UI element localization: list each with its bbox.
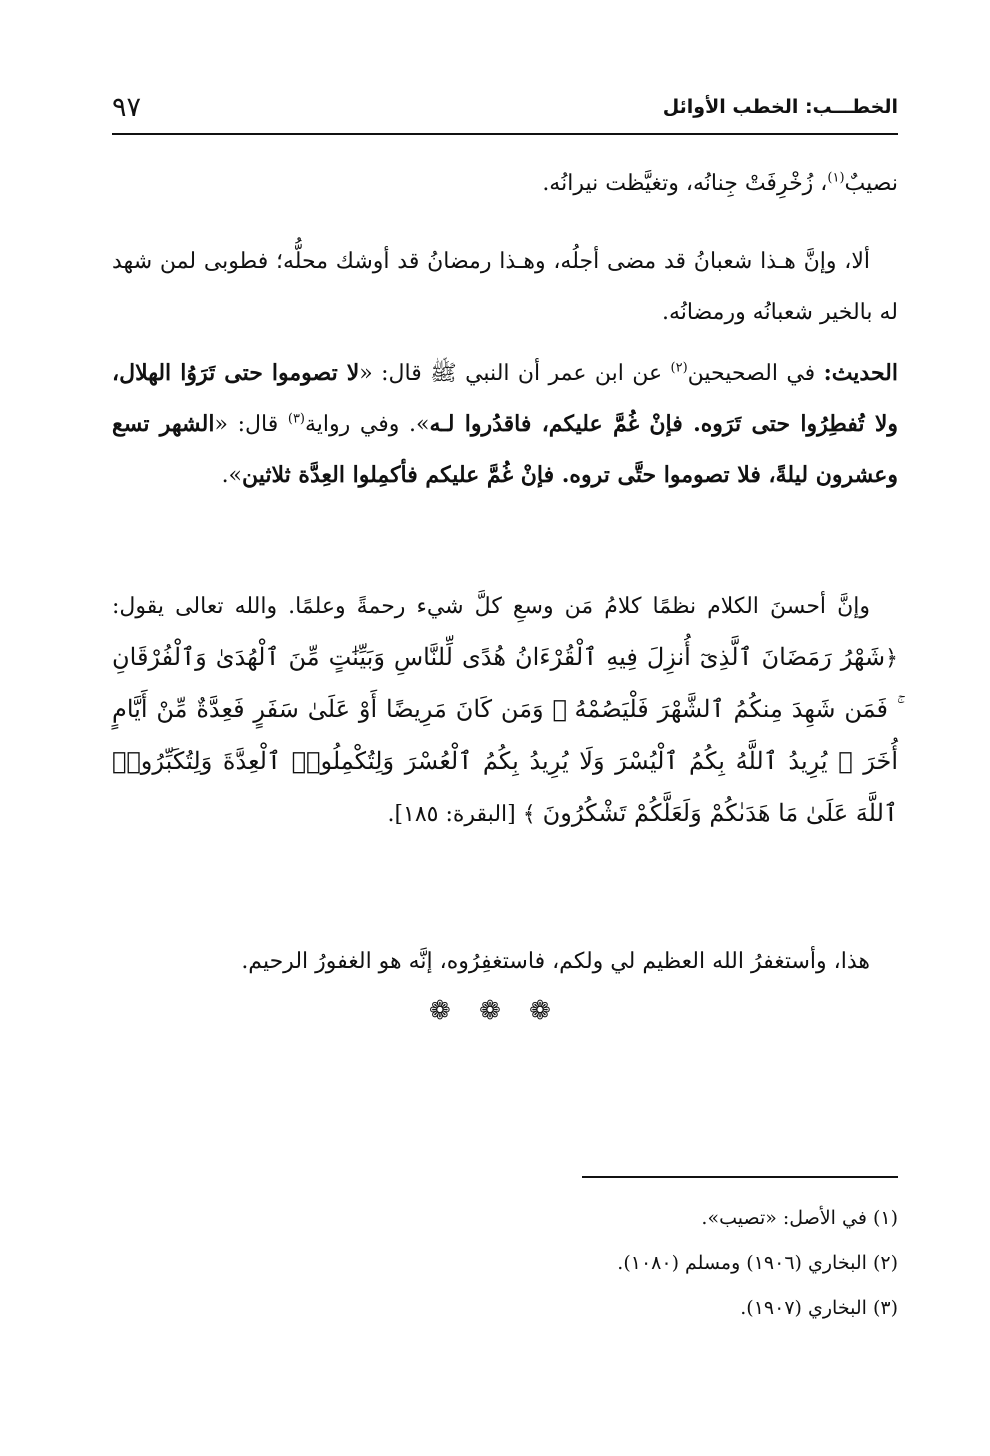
p2-text: ألا، وإنَّ هـذا شعبانُ قد مضى أجلُه، وهـذا رمضانُ قد أوشك محلُّه؛ فطوبى لمن شهد له بالخير شعبانُه ورمضانُه. <box>112 249 898 325</box>
header-divider <box>112 133 898 135</box>
hadith-text-5: ». <box>221 463 243 488</box>
footnote-2: (٢) البخاري (١٩٠٦) ومسلم (١٠٨٠). <box>617 1252 898 1274</box>
hadith-text-2: عن ابن عمر أن النبي ﷺ قال: « <box>359 361 671 386</box>
hadith-text-1: في الصحيحين <box>687 361 824 386</box>
hadith-text-3: ». وفي رواية <box>305 412 430 437</box>
page-number: ٩٧ <box>112 92 142 123</box>
paragraph-quran <box>112 581 898 840</box>
paragraph-hadith <box>112 348 898 501</box>
paragraph-closing <box>112 936 898 987</box>
paragraph-2 <box>112 236 898 338</box>
p1-text-start: نصيبٌ <box>844 171 898 196</box>
running-header <box>112 92 898 132</box>
footnote-divider <box>582 1176 898 1178</box>
footnote-ref-3: (٣) <box>287 411 305 427</box>
hadith-quote-2: الشهر تسع وعشرون ليلةً، فلا تصوموا حتَّى تروه. فإنْ غُمَّ عليكم فأكمِلوا العِدَّة ثلاثين <box>112 411 898 488</box>
footnotes <box>112 1196 898 1331</box>
footnote-1: (١) في الأصل: «تصيب». <box>701 1207 898 1229</box>
quran-verse: شَهْرُ رَمَضَانَ ٱلَّذِىٓ أُنزِلَ فِيهِ ٱلْقُرْءَانُ هُدًى لِّلنَّاسِ وَبَيِّنَٰتٍ مِّنَ ٱلْهُدَىٰ وَٱلْفُرْقَانِ ۚ فَمَن شَهِدَ مِنكُمُ ٱلشَّهْرَ فَلْيَصُمْهُ ۖ وَمَن كَانَ مَرِيضًا أَوْ عَلَىٰ سَفَرٍ فَعِدَّةٌ مِّنْ أَيَّامٍ أُخَرَ ۗ يُرِيدُ ٱللَّهُ بِكُمُ ٱلْيُسْرَ وَلَا يُرِيدُ بِكُمُ ٱلْعُسْرَ وَلِتُكْمِلُوا۟ ٱلْعِدَّةَ وَلِتُكَبِّرُوا۟ ٱللَّهَ عَلَىٰ مَا هَدَىٰكُمْ وَلَعَلَّكُمْ تَشْكُرُونَ <box>112 643 898 827</box>
footnote-ref-2: (٢) <box>670 360 688 376</box>
hadith-label: الحديث: <box>823 360 898 386</box>
quran-citation: ﴾ [البقرة: ١٨٥]. <box>387 802 543 827</box>
header-title: الخطـــب: الخطب الأوائل <box>662 96 898 118</box>
paragraph-1 <box>112 158 898 209</box>
footnote-3: (٣) البخاري (١٩٠٧). <box>740 1297 898 1319</box>
hadith-quote-1: لا تصوموا حتى تَرَوُا الهلال، ولا تُفطِرُوا حتى تَرَوه. فإنْ غُمَّ عليكم، فاقدُروا لـه <box>112 360 898 437</box>
section-ornament: ❁ ❁ ❁ <box>429 996 561 1026</box>
quran-intro: وإنَّ أحسنَ الكلام نظمًا كلامُ مَن وسعِ كلَّ شيء رحمةً وعلمًا. والله تعالى يقول: ﴿ <box>112 594 898 671</box>
footnote-ref-1: (١) <box>827 170 845 186</box>
closing-text: هذا، وأستغفرُ الله العظيم لي ولكم، فاستغفِرُوه، إنَّه هو الغفورُ الرحيم. <box>241 949 870 974</box>
hadith-text-4: قال: « <box>214 412 288 437</box>
p1-text-end: ، زُخْرِفَتْ جِنانُه، وتغيَّظت نيرانُه. <box>542 171 828 196</box>
